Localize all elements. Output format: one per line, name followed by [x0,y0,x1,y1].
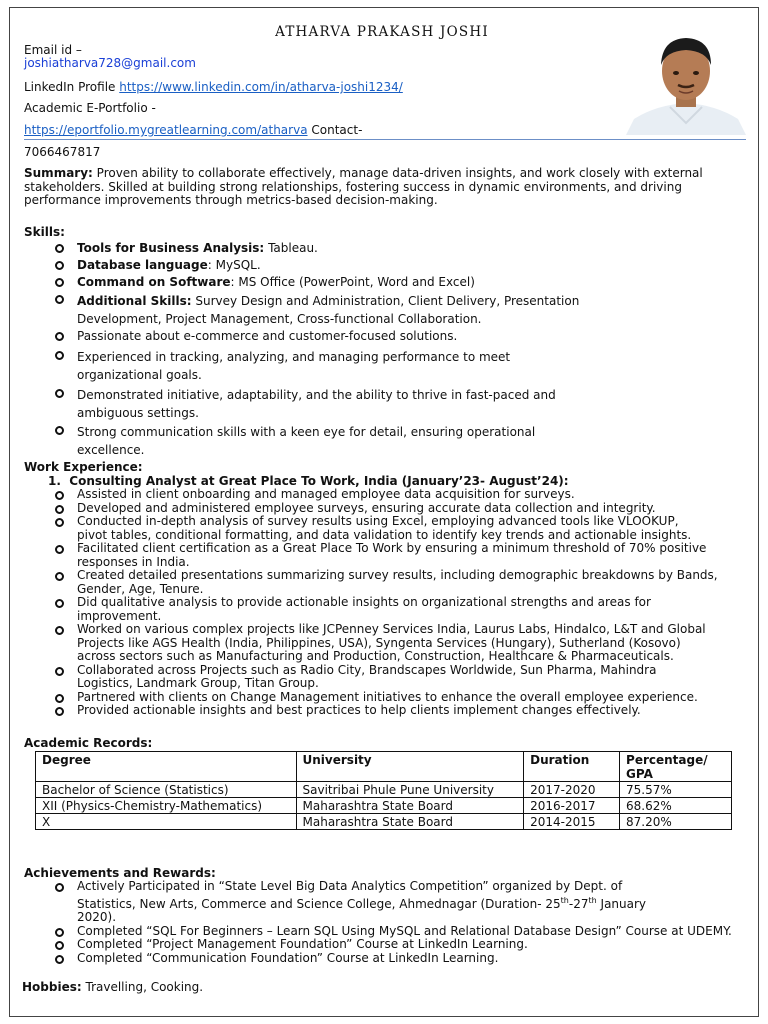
skill-text: : MySQL. [207,258,261,272]
skill-text-cont: ambiguous settings. [77,406,199,420]
phone-number: 7066467817 [24,145,101,159]
table-cell: X [36,814,297,830]
column-header: Percentage/ GPA [620,752,732,782]
academic-table [35,751,732,830]
academic-heading: Academic Records: [24,736,153,750]
work-bullet [24,488,718,502]
portfolio-label: Academic E-Portfolio - [24,101,156,115]
achievement-text: Actively Participated in “State Level Big Data Analytics Competition” organized by Dept. of [77,879,623,893]
skill-label: Database language [77,258,208,272]
superscript: th [588,895,597,905]
column-header: Degree [36,752,297,782]
column-header: Duration [524,752,620,782]
skill-label: Additional Skills: [77,294,192,308]
table-header-row [36,752,732,782]
skill-item [24,329,579,348]
work-bullet-text: pivot tables, conditional formatting, and data validation to identify key trends and actionable insights. [77,527,692,542]
work-bullet-text: Partnered with clients on Change Management initiatives to enhance the overall employee experience. [77,689,698,704]
skill-label: Tools for Business Analysis: [77,241,265,255]
skills-list [24,241,579,459]
achievement-item [24,880,732,925]
candidate-name: ATHARVA PRAKASH JOSHI [275,24,489,40]
work-bullet-text: Gender, Age, Tenure. [77,581,204,596]
email-label: Email id – [24,43,82,57]
work-bullet-text: Provided actionable insights and best practices to help clients implement changes effectively. [77,703,641,717]
skill-item [24,275,579,292]
hobbies-text: Travelling, Cooking. [85,980,204,994]
skill-text: Passionate about e-commerce and customer-focused solutions. [77,329,458,343]
table-cell: Maharashtra State Board [296,798,524,814]
achievement-text: January [596,896,647,911]
achievement-item: Completed “SQL For Beginners – Learn SQL Using MySQL and Relational Database Design” Course at UDEMY. [24,925,732,939]
email-link[interactable]: joshiatharva728@gmail.com [24,56,196,70]
table-cell: 2016-2017 [524,798,620,814]
skill-text-cont: Development, Project Management, Cross-functional Collaboration. [77,312,482,326]
role-title: Consulting Analyst at Great Place To Work, India (January’23- August’24): [69,474,569,488]
table-row [36,814,732,830]
skill-label: Command on Software [77,275,231,289]
skill-text: Experienced in tracking, analyzing, and managing performance to meet [77,350,511,364]
skill-item [24,386,579,423]
linkedin-link[interactable]: https://www.linkedin.com/in/atharva-joshi1234/ [119,80,403,94]
achievement-text: Statistics, New Arts, Commerce and Science College, Ahmednagar (Duration- 25 [77,896,561,911]
table-cell: XII (Physics-Chemistry-Mathematics) [36,798,297,814]
skill-text-cont: excellence. [77,443,145,457]
skill-text-cont: organizational goals. [77,368,202,382]
skill-item [24,292,579,329]
hobbies-label: Hobbies: [22,980,82,994]
column-header: University [296,752,524,782]
work-bullet-text: Assisted in client onboarding and managed employee data acquisition for surveys. [77,487,575,501]
skill-text: Tableau. [268,241,318,255]
portfolio-line [24,123,362,137]
skills-heading: Skills: [24,225,65,239]
skill-text: : MS Office (PowerPoint, Word and Excel) [230,275,475,289]
work-bullet-text: across sectors such as Manufacturing and Production, Construction, Healthcare & Pharmaceuticals. [77,649,674,663]
work-heading: Work Experience: [24,460,143,474]
achievement-text: 2020). [77,910,117,924]
role-number: 1. [48,474,61,488]
work-bullet-text: responses in India. [77,554,190,569]
skill-item [24,348,579,386]
skill-item [24,258,579,275]
work-bullet [24,704,718,718]
skill-text: Strong communication skills with a keen eye for detail, ensuring operational [77,425,536,439]
work-role [48,474,569,488]
achievement-item: Completed “Communication Foundation” Course at LinkedIn Learning. [24,952,732,966]
work-bullet [24,502,718,516]
work-bullet [24,596,718,623]
skill-item [24,423,579,459]
work-bullet-text: Created detailed presentations summarizing survey results, including demographic breakdowns by Bands, [77,568,718,582]
work-bullet [24,542,718,569]
table-cell: 75.57% [620,782,732,798]
work-bullet-text: Projects like AGS Health (India, Philippines, USA), Syngenta Services (Hungary), Sutherland (Kosovo) [77,635,681,650]
summary-text: Proven ability to collaborate effectively, manage data-driven insights, and work closely with external stakeholders. Skilled at building strong relationships, fostering success in dynamic environments, and driving performance improvements through metrics-based decision-making. [24,166,703,207]
profile-photo [626,27,746,135]
achievements-heading: Achievements and Rewards: [24,866,216,880]
skill-text: Survey Design and Administration, Client Delivery, Presentation [195,294,580,308]
skill-text: Demonstrated initiative, adaptability, and the ability to thrive in fast-paced and [77,388,556,402]
work-bullet-text: Developed and administered employee surveys, ensuring accurate data collection and integrity. [77,500,656,515]
portfolio-link[interactable]: https://eportfolio.mygreatlearning.com/atharva [24,123,308,137]
summary-label: Summary: [24,166,93,180]
table-cell: Maharashtra State Board [296,814,524,830]
achievements-list [24,880,732,965]
table-row [36,798,732,814]
work-bullets [24,488,718,718]
table-cell: 2017-2020 [524,782,620,798]
summary-paragraph [24,167,746,208]
table-row [36,782,732,798]
work-bullet-text: Worked on various complex projects like JCPenney Services India, Laurus Labs, Hindalco, L&T and Global [77,622,706,636]
contact-label: Contact- [311,123,363,137]
achievement-text: -27 [568,896,589,911]
achievement-item: Completed “Project Management Foundation” Course at LinkedIn Learning. [24,938,732,952]
work-bullet-text: Did qualitative analysis to provide actionable insights on organizational strengths and areas for [77,595,651,609]
table-cell: 68.62% [620,798,732,814]
work-bullet [24,623,718,664]
table-cell: 87.20% [620,814,732,830]
table-cell: Bachelor of Science (Statistics) [36,782,297,798]
hobbies-line [22,980,203,994]
work-bullet [24,569,718,596]
work-bullet-text: Facilitated client certification as a Great Place To Work by ensuring a minimum threshold of 70% positive [77,541,707,555]
header-divider [24,139,746,140]
work-bullet-text: Conducted in-depth analysis of survey results using Excel, employing advanced tools like VLOOKUP, [77,514,679,528]
work-bullet [24,664,718,691]
work-bullet [24,515,718,542]
linkedin-label: LinkedIn Profile [24,80,116,94]
work-bullet-text: Logistics, Landmark Group, Titan Group. [77,676,319,690]
linkedin-line [24,80,403,94]
work-bullet [24,691,718,705]
table-cell: Savitribai Phule Pune University [296,782,524,798]
skill-item [24,241,579,258]
work-bullet-text: Collaborated across Projects such as Radio City, Brandscapes Worldwide, Sun Pharma, Mahindra [77,662,657,677]
table-cell: 2014-2015 [524,814,620,830]
superscript: th [560,895,569,905]
work-bullet-text: improvement. [77,608,162,623]
